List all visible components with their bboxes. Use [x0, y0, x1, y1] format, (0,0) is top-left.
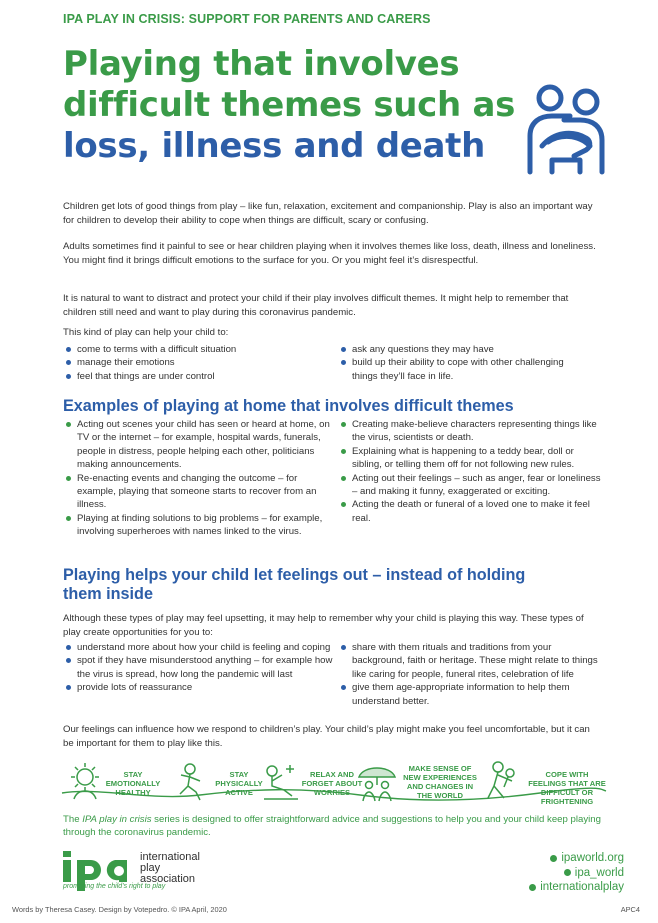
- hug-icon: [520, 80, 612, 176]
- feelings-heading: [63, 566, 525, 604]
- list-item: build up their ability to cope with other challenging things they’ll face in life.: [338, 356, 568, 383]
- series-tag: IPA PLAY IN CRISIS: SUPPORT FOR PARENTS AND CARERS: [63, 12, 431, 26]
- logo-line: association: [140, 873, 196, 885]
- help-list-right: [338, 343, 568, 383]
- list-item: spot if they have misunderstood anything – for example how the virus is spread, how long the pandemic will last: [63, 654, 333, 681]
- list-item: come to terms with a difficult situation: [63, 343, 333, 356]
- feelings-list-right: [338, 641, 598, 708]
- document-code: APC4: [620, 905, 640, 914]
- title-line-2: difficult themes such as: [63, 85, 516, 125]
- feelings-paragraph-1: Although these types of play may feel upsetting, it may help to remember why your child is playing this way. These types of play create opportunities for you to:: [63, 613, 584, 639]
- band-label: STAY PHYSICALLY ACTIVE: [215, 770, 263, 797]
- bullet-icon: [529, 884, 536, 891]
- series-description: [63, 813, 608, 840]
- title-line-1: Playing that involves: [63, 44, 460, 84]
- series-text-pre: The: [63, 814, 83, 825]
- band-item-cope: [480, 757, 608, 807]
- feelings-list-left: [63, 641, 333, 695]
- intro-paragraph-1: Children get lots of good things from play – like fun, relaxation, excitement and companionship. Play is also an important way for children to develop their ability to cope when things are difficult, scary or confusing.: [63, 201, 593, 227]
- bullet-icon: [564, 869, 571, 876]
- list-item: understand more about how your child is feeling and coping: [63, 641, 333, 654]
- band-item-relax: [260, 757, 370, 807]
- series-name: IPA play in crisis: [82, 814, 152, 825]
- list-item: give them age-appropriate information to help them understand better.: [338, 681, 598, 708]
- list-item: Acting out their feelings – such as anger, fear or loneliness – and making it funny, exaggerated or exciting.: [338, 472, 606, 499]
- list-item: Playing at finding solutions to big problems – for example, involving superheroes with names linked to the virus.: [63, 512, 338, 539]
- band-label: RELAX AND FORGET ABOUT WORRIES: [301, 770, 363, 797]
- band-item-sense: [355, 757, 485, 807]
- sun-head-icon: [66, 761, 104, 801]
- feelings-paragraph-2: Our feelings can influence how we respond to children’s play. Your child’s play might make you feel uncomfortable, but it can be important for them to play like this.: [63, 724, 590, 750]
- logo-line: international: [140, 851, 200, 863]
- umbrella-children-icon: [355, 759, 399, 803]
- facebook-link[interactable]: internationalplay: [529, 880, 624, 895]
- intro-paragraph-4: This kind of play can help your child to:: [63, 327, 229, 338]
- list-item: Explaining what is happening to a teddy bear, doll or sibling, or telling them off for not following new rules.: [338, 445, 606, 472]
- benefits-band: [60, 757, 608, 807]
- website-link[interactable]: ipaworld.org: [529, 851, 624, 866]
- credit-line: Words by Theresa Casey. Design by Votepedro. © IPA April, 2020: [12, 905, 227, 914]
- help-list-left: [63, 343, 333, 383]
- list-item: Acting the death or funeral of a loved one to make it feel real.: [338, 498, 606, 525]
- bullet-icon: [550, 855, 557, 862]
- list-item: share with them rituals and traditions from your background, faith or heritage. These might relate to things like caring for people, funeral rites, celebration of life: [338, 641, 598, 681]
- logo-tagline: promoting the child’s right to play: [63, 883, 166, 890]
- intro-paragraph-2: Adults sometimes find it painful to see or hear children playing when it involves themes like loss, death, illness and loneliness. You might find it brings difficult emotions to the surface for you. Or you might feel it’s disrespectful.: [63, 241, 596, 267]
- band-item-emotional: [60, 757, 170, 807]
- relaxing-child-icon: [260, 761, 300, 801]
- band-label: MAKE SENSE OF NEW EXPERIENCES AND CHANGES IN THE WORLD: [403, 764, 477, 800]
- examples-heading: Examples of playing at home that involves difficult themes: [63, 397, 514, 415]
- list-item: Creating make-believe characters representing things like the virus, scientists or death.: [338, 418, 606, 445]
- list-item: ask any questions they may have: [338, 343, 568, 356]
- logo-line: play: [140, 862, 161, 874]
- hugging-figures-icon: [482, 759, 526, 803]
- ipa-logo-wordmark: [140, 852, 200, 885]
- list-item: Re-enacting events and changing the outcome – for example, playing that someone starts to recover from an illness.: [63, 472, 338, 512]
- list-item: Acting out scenes your child has seen or heard at home, on TV or the internet – for example, hospital wards, funerals, people in distress, people helping each other, politicians making announcements.: [63, 418, 338, 472]
- page-title: [63, 44, 515, 167]
- band-label: COPE WITH FEELINGS THAT ARE DIFFICULT OR FRIGHTENING: [528, 770, 606, 806]
- title-line-3: loss, illness and death: [63, 126, 486, 166]
- twitter-link[interactable]: ipa_world: [529, 866, 624, 881]
- list-item: provide lots of reassurance: [63, 681, 333, 694]
- list-item: manage their emotions: [63, 356, 333, 369]
- social-links: [529, 851, 624, 895]
- list-item: feel that things are under control: [63, 370, 333, 383]
- examples-list-right: [338, 418, 606, 525]
- examples-list-left: [63, 418, 338, 539]
- intro-paragraph-3: It is natural to want to distract and protect your child if their play involves difficult themes. It might help to remember that children still need and want to play during this coronavirus pandemic.: [63, 293, 569, 319]
- series-text-post: series is designed to offer straightforward advice and suggestions to help you and your child keep playing through the coronavirus pandemic.: [63, 814, 601, 839]
- running-child-icon: [174, 761, 212, 801]
- band-label: STAY EMOTIONALLY HEALTHY: [105, 770, 161, 797]
- feelings-heading-line-2: them inside: [63, 585, 153, 603]
- feelings-heading-line-1: Playing helps your child let feelings out – instead of holding: [63, 566, 526, 584]
